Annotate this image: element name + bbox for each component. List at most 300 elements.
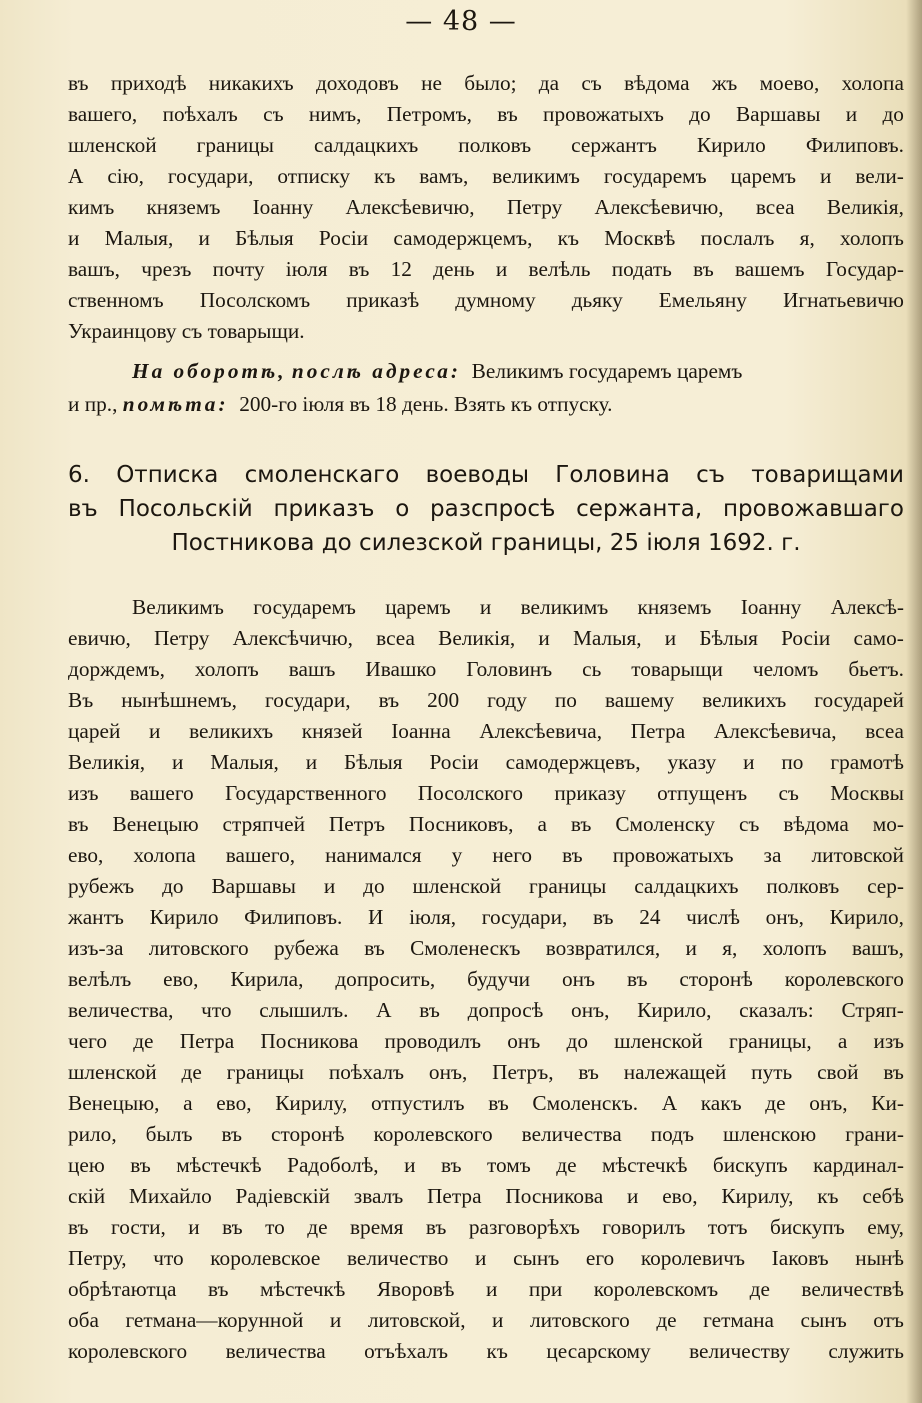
word: Петру: [154, 626, 210, 650]
word: и: [538, 626, 550, 650]
text-line: [68, 1305, 904, 1336]
word: мѣстечкѣ: [176, 1153, 262, 1177]
word: цесарскому: [546, 1339, 651, 1363]
word: государемъ: [253, 595, 356, 619]
word: Петръ: [328, 812, 385, 836]
word: Радіевскій: [235, 1184, 331, 1208]
word: и: [845, 102, 858, 126]
word: былъ: [145, 1122, 193, 1146]
word: возвратился,: [545, 936, 661, 960]
word: съ: [263, 102, 284, 126]
word: въ: [562, 843, 583, 867]
word: Кирило: [149, 905, 219, 929]
word: королевское: [210, 1246, 321, 1270]
word: въ: [68, 496, 98, 522]
word: доходовъ: [315, 71, 399, 95]
word: жъ: [711, 71, 738, 95]
note-label-reverse: На оборотѣ,: [132, 359, 287, 383]
word: де: [749, 1277, 770, 1301]
text-line: [68, 1212, 904, 1243]
word: Петромъ,: [386, 102, 472, 126]
text-line: [68, 778, 904, 809]
word: Варшавы: [211, 874, 296, 898]
word: величествѣ: [801, 1277, 904, 1301]
word: вашъ,: [851, 936, 904, 960]
word: грани-: [845, 1122, 904, 1146]
word: Государственного: [225, 781, 387, 805]
word: путь: [751, 1060, 793, 1084]
word: и: [743, 750, 755, 774]
word: онъ,: [428, 1060, 468, 1084]
word: сержантъ: [571, 133, 657, 157]
word: чрезъ: [141, 257, 192, 281]
word: іюля,: [409, 905, 457, 929]
word: товарищами: [751, 462, 904, 488]
word: Іоанна: [391, 719, 451, 743]
heading-line: [68, 492, 904, 526]
word: онъ: [507, 1029, 541, 1053]
word: холопъ: [840, 226, 904, 250]
text-line: [68, 871, 904, 902]
word: велѣлъ: [68, 967, 132, 991]
word: сторонѣ: [679, 967, 753, 991]
word: въ: [578, 1060, 599, 1084]
word: Венецыю: [112, 812, 199, 836]
word: Алексѣевича,: [713, 719, 837, 743]
word: Ивашко: [365, 657, 437, 681]
word: великихъ: [189, 719, 274, 743]
word: нынѣшнемъ,: [121, 688, 237, 712]
word: томъ: [487, 1153, 531, 1177]
word: да: [538, 71, 560, 95]
note-label-mark: помѣта:: [122, 392, 229, 416]
note-line: [68, 389, 904, 422]
word: королевского: [373, 1122, 493, 1146]
word: съ: [696, 462, 725, 488]
word: о: [395, 496, 410, 522]
word: И: [368, 905, 384, 929]
word: Кирилу,: [275, 1091, 348, 1115]
word: Іоанну: [252, 195, 314, 219]
word: изъ-за: [68, 936, 124, 960]
word: провожавшаго: [722, 496, 904, 522]
word: Петра: [427, 1184, 482, 1208]
word: ему,: [867, 1215, 904, 1239]
note-text: и пр.,: [68, 392, 118, 416]
word: обрѣтаютца: [68, 1277, 177, 1301]
word: и: [323, 874, 336, 898]
word: отпущенъ: [657, 781, 748, 805]
word: государемъ: [603, 164, 707, 188]
word: вашего,: [68, 102, 138, 126]
word: де: [181, 1060, 202, 1084]
word: всеа: [755, 195, 795, 219]
word: шленской: [614, 1029, 703, 1053]
word: Посникова: [505, 1184, 604, 1208]
word: нанимался: [325, 843, 422, 867]
word: приходѣ: [110, 71, 187, 95]
word: литовского: [148, 936, 249, 960]
word: Алексѣевича,: [479, 719, 603, 743]
word: Михайло: [128, 1184, 212, 1208]
top-paragraph: [68, 68, 904, 347]
word: приказѣ: [346, 288, 420, 312]
word: Великія,: [68, 750, 146, 774]
word: а: [537, 812, 547, 836]
word: изъ: [873, 1029, 904, 1053]
word: въ: [222, 1215, 243, 1239]
word: Великія,: [826, 195, 904, 219]
word: величества,: [68, 998, 174, 1022]
word: вели-: [855, 164, 904, 188]
word: до: [689, 102, 711, 126]
word: Посолского: [417, 781, 524, 805]
word: жантъ: [68, 905, 124, 929]
word: гетмана: [703, 1308, 775, 1332]
word: подать: [611, 257, 672, 281]
word: и: [198, 226, 210, 250]
word: дорждемъ,: [68, 657, 165, 681]
word: Алексѣчичю,: [232, 626, 353, 650]
word: себѣ: [862, 1184, 904, 1208]
word: тотъ: [707, 1215, 748, 1239]
word: салдацкихъ: [634, 874, 739, 898]
word: Емельяну: [658, 288, 747, 312]
word: ево,: [662, 1184, 698, 1208]
word: и: [329, 1308, 342, 1332]
word: вашего,: [225, 843, 296, 867]
word: вѣдома: [624, 71, 690, 95]
word: Бѣлыя: [699, 626, 758, 650]
word: допросить,: [335, 967, 436, 991]
word: литовской,: [367, 1308, 466, 1332]
word: году: [487, 688, 527, 712]
word: въ: [68, 812, 89, 836]
word: бьетъ.: [848, 657, 904, 681]
word: вашемъ: [734, 257, 805, 281]
word: ево,: [163, 967, 199, 991]
word: Смоленскъ.: [532, 1091, 639, 1115]
word: Яворовѣ: [376, 1277, 455, 1301]
word: самодержцемъ,: [393, 226, 533, 250]
word: гости,: [110, 1215, 166, 1239]
word: королевского: [784, 967, 904, 991]
word: литовского: [529, 1308, 630, 1332]
word: Кирилу,: [721, 1184, 794, 1208]
word: день: [433, 257, 475, 281]
word: до: [882, 102, 904, 126]
word: до: [162, 874, 184, 898]
word: Росіи: [429, 750, 479, 774]
word: проводилъ: [384, 1029, 482, 1053]
word: съ: [581, 71, 602, 95]
word: въ: [130, 1153, 151, 1177]
word: и: [820, 164, 832, 188]
word: де: [307, 1215, 328, 1239]
word: Великимъ: [132, 595, 224, 619]
word: вашъ,: [68, 257, 120, 281]
word: евичю,: [68, 626, 131, 650]
word: належащей: [623, 1060, 727, 1084]
text-line: Украинцову съ товарыщи.: [68, 319, 305, 343]
word: холопа: [133, 843, 196, 867]
word: въ: [488, 1091, 509, 1115]
word: Смоленескъ: [410, 936, 521, 960]
page-number: — 48 —: [405, 6, 517, 37]
word: княземъ: [637, 595, 712, 619]
word: въ: [419, 998, 440, 1022]
word: ево,: [216, 1091, 252, 1115]
word: и: [627, 1184, 639, 1208]
word: салдацкихъ: [314, 133, 419, 157]
word: чего: [68, 1029, 108, 1053]
word: Росіи: [318, 226, 369, 250]
word: Смоленску: [615, 812, 715, 836]
text-line: [68, 685, 904, 716]
word: его: [585, 1246, 615, 1270]
word: будучи: [467, 967, 531, 991]
word: государи,: [265, 688, 351, 712]
text-line: [68, 1243, 904, 1274]
text-line: [68, 223, 904, 254]
text-line: [68, 654, 904, 685]
word: королевского: [68, 1339, 188, 1363]
word: смоленскаго: [244, 462, 400, 488]
word: съ: [778, 781, 799, 805]
word: холопъ: [194, 657, 259, 681]
word: А: [376, 998, 392, 1022]
word: и: [305, 750, 318, 774]
word: Радоболѣ,: [287, 1153, 379, 1177]
word: царемъ: [385, 595, 451, 619]
text-line: [68, 623, 904, 654]
word: сію,: [107, 164, 144, 188]
text-line: [68, 1119, 904, 1150]
page-edge-shadow: [906, 0, 922, 1403]
word: великихъ: [702, 688, 787, 712]
word: отъ: [873, 1308, 904, 1332]
word: слышилъ.: [259, 998, 349, 1022]
word: служить: [828, 1339, 904, 1363]
word: Въ: [68, 688, 94, 712]
word: самодержцевъ,: [505, 750, 641, 774]
word: и: [685, 936, 697, 960]
word: іюля: [285, 257, 328, 281]
word: величества: [521, 1122, 622, 1146]
word: великимъ: [492, 164, 580, 188]
word: величество: [346, 1246, 449, 1270]
text-line: [68, 254, 904, 285]
text-line: [68, 902, 904, 933]
word: Посольскій: [118, 496, 253, 522]
word: Ки-: [871, 1091, 904, 1115]
word: бискупъ: [712, 1153, 788, 1177]
word: вашему: [604, 688, 675, 712]
word: границы: [196, 133, 274, 157]
note-text: 200-го іюля въ 18 день. Взять къ отпуску.: [239, 392, 613, 416]
word: холопъ: [762, 936, 827, 960]
word: подъ: [650, 1122, 695, 1146]
word: Филиповъ.: [805, 133, 904, 157]
word: и: [68, 226, 80, 250]
word: и: [149, 719, 161, 743]
word: границы,: [729, 1029, 812, 1053]
word: то: [265, 1215, 285, 1239]
word: я,: [799, 226, 815, 250]
word: царемъ: [730, 164, 797, 188]
word: съ: [738, 812, 760, 836]
word: ево,: [68, 843, 104, 867]
word: разговорѣхъ: [468, 1215, 580, 1239]
note-line: [68, 356, 904, 389]
word: шленской: [68, 1060, 157, 1084]
word: Кирило,: [829, 905, 904, 929]
word: въ: [425, 1215, 447, 1239]
word: никакихъ: [208, 71, 294, 95]
word: Великія,: [438, 626, 516, 650]
word: онъ,: [765, 905, 804, 929]
word: шленской: [412, 874, 502, 898]
word: него: [492, 843, 533, 867]
text-line: [68, 933, 904, 964]
text-line: [68, 1026, 904, 1057]
text-line: [68, 840, 904, 871]
word: и: [495, 257, 508, 281]
word: въ: [207, 1277, 229, 1301]
word: Игнатьевичю: [782, 288, 904, 312]
word: въ: [592, 905, 614, 929]
word: поѣхалъ: [162, 102, 238, 126]
word: государи,: [167, 164, 254, 188]
word: къ: [817, 1184, 839, 1208]
word: Венецыю,: [68, 1091, 160, 1115]
word: я,: [722, 936, 738, 960]
word: вашего: [129, 781, 194, 805]
word: Москвы: [830, 781, 904, 805]
word: въ: [68, 1215, 89, 1239]
word: кимъ: [68, 195, 115, 219]
word: Петру: [506, 195, 563, 219]
word: и: [492, 1308, 504, 1332]
word: отъѣхалъ: [364, 1339, 449, 1363]
text-line: [68, 964, 904, 995]
text-line: [68, 161, 904, 192]
word: мѣстечкѣ: [260, 1277, 346, 1301]
word: всеа: [376, 626, 415, 650]
word: мо-: [872, 812, 904, 836]
word: Петръ,: [492, 1060, 554, 1084]
word: Кирило,: [637, 998, 712, 1022]
word: велѣль: [528, 257, 591, 281]
text-line: [68, 1274, 904, 1305]
word: А: [68, 164, 84, 188]
word: допросѣ: [467, 998, 544, 1022]
word: Посолскомъ: [199, 288, 311, 312]
word: Отписка: [116, 462, 219, 488]
text-line: [68, 1057, 904, 1088]
word: въ: [221, 1122, 243, 1146]
word: 200: [427, 688, 460, 712]
word: послалъ: [700, 226, 775, 250]
word: рубежа: [273, 936, 339, 960]
word: Росіи: [781, 626, 831, 650]
word: шленскою: [723, 1122, 817, 1146]
word: нимъ,: [308, 102, 362, 126]
word: въ: [68, 71, 89, 95]
word: бискупъ: [769, 1215, 845, 1239]
word: Варшавы: [735, 102, 821, 126]
word: онъ,: [571, 998, 610, 1022]
word: кардинал-: [813, 1153, 904, 1177]
word: въ: [378, 688, 400, 712]
word: по: [781, 750, 804, 774]
word: нынѣ: [855, 1246, 904, 1270]
word: границы: [529, 874, 607, 898]
heading-line: Постникова до силезской границы, 25 іюля 1692. г.: [171, 530, 801, 556]
word: приказу: [554, 781, 626, 805]
word: шленской: [68, 133, 157, 157]
word: величества: [225, 1339, 326, 1363]
word: и: [171, 750, 184, 774]
word: Кирила,: [230, 967, 304, 991]
word: полковъ: [458, 133, 532, 157]
word: товарыщи: [631, 657, 723, 681]
word: холопа: [841, 71, 904, 95]
word: думному: [455, 288, 536, 312]
word: Бѣлыя: [344, 750, 403, 774]
text-line: [68, 716, 904, 747]
word: великимъ: [520, 595, 609, 619]
word: вѣдома: [783, 812, 849, 836]
word: 24: [639, 905, 661, 929]
word: Петру,: [68, 1246, 127, 1270]
word: моево,: [759, 71, 820, 95]
word: королевичъ: [640, 1246, 746, 1270]
word: королевскомъ: [593, 1277, 719, 1301]
word: челомъ: [752, 657, 819, 681]
word: стряпчей: [222, 812, 305, 836]
word: звалъ: [353, 1184, 404, 1208]
word: въ: [348, 257, 370, 281]
word: къ: [373, 164, 396, 188]
word: де: [556, 1153, 577, 1177]
word: сь: [582, 657, 602, 681]
word: цею: [68, 1153, 105, 1177]
word: въ: [440, 1153, 462, 1177]
word: мѣстечкѣ: [602, 1153, 688, 1177]
word: сынъ: [513, 1246, 560, 1270]
word: какъ: [700, 1091, 742, 1115]
word: дьяку: [571, 288, 623, 312]
word: что: [201, 998, 232, 1022]
word: въ: [364, 936, 385, 960]
word: Малыя,: [104, 226, 174, 250]
word: сказалъ:: [739, 998, 814, 1022]
heading-line: [68, 458, 904, 492]
word: Алексѣевичю,: [594, 195, 724, 219]
text-line: [68, 1181, 904, 1212]
word: ственномъ: [68, 288, 164, 312]
word: отпустилъ: [371, 1091, 465, 1115]
word: провожатыхъ: [612, 843, 734, 867]
word: въ: [883, 1060, 904, 1084]
word: Малыя,: [572, 626, 642, 650]
word: де: [765, 1091, 786, 1115]
word: княземъ: [146, 195, 221, 219]
word: воеводы: [425, 462, 530, 488]
word: въ: [497, 102, 518, 126]
word: и: [485, 1277, 498, 1301]
